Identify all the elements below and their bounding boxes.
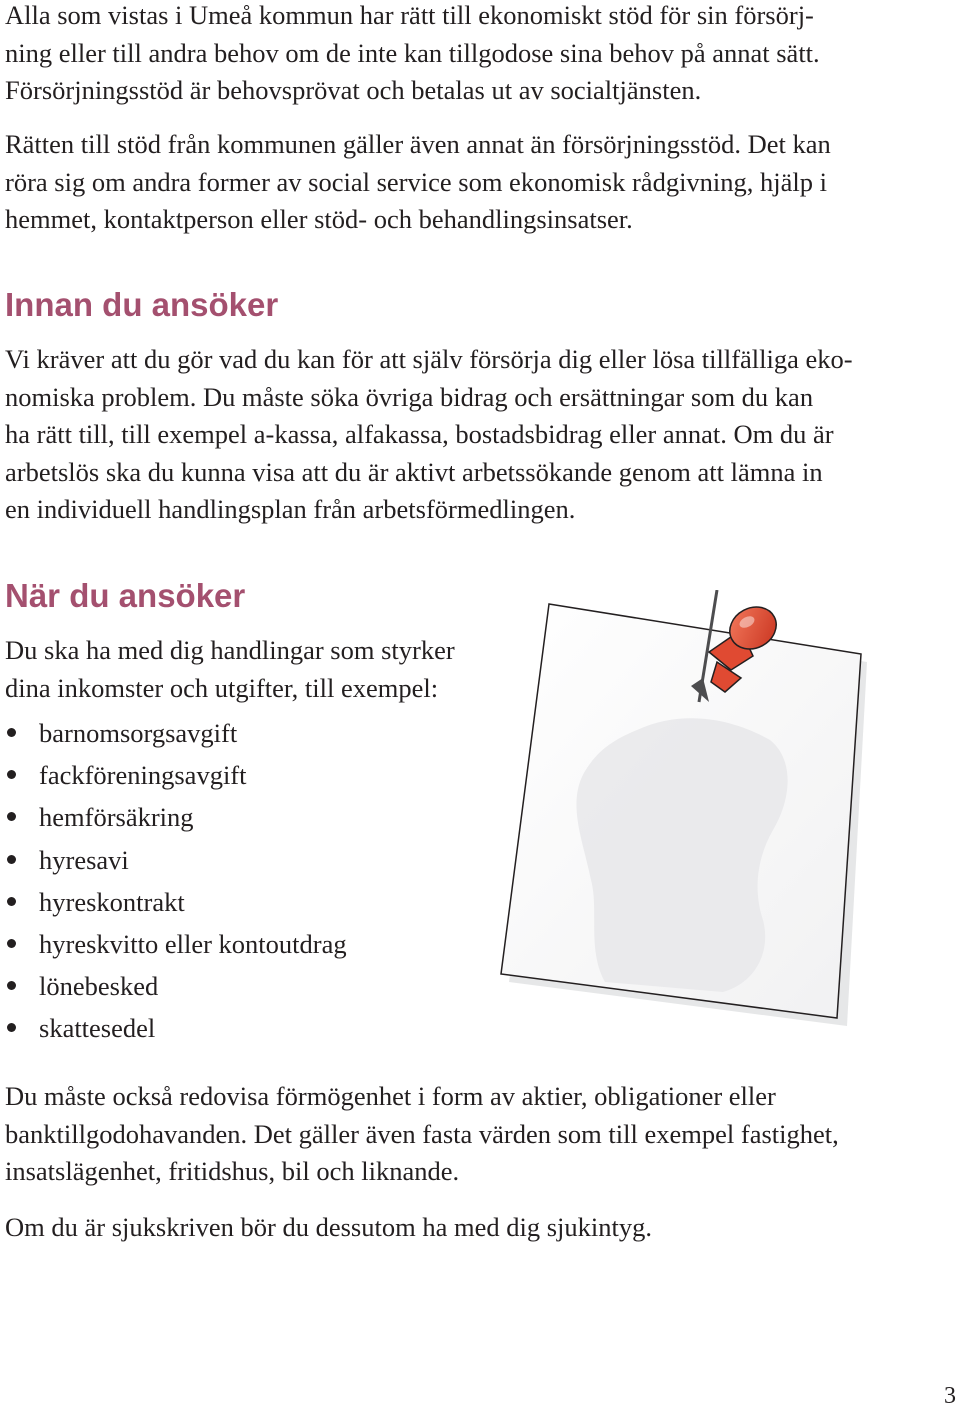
list-item — [5, 923, 347, 965]
list-item — [5, 839, 347, 881]
list-item-label: fackföreningsavgift — [39, 760, 247, 791]
page-number: 3 — [944, 1383, 956, 1409]
assets-line: banktillgodohavanden. Det gäller även fasta värden som till exempel fastighet, — [5, 1118, 839, 1149]
list-item — [5, 1007, 347, 1049]
bullet-icon — [7, 728, 16, 737]
bullet-icon — [7, 770, 16, 779]
when-applying-heading: När du ansöker — [5, 577, 246, 614]
list-item-label: hyreskontrakt — [39, 886, 185, 917]
list-item-label: barnomsorgsavgift — [39, 718, 238, 748]
rights-line: hemmet, kontaktperson eller stöd- och behandlingsinsatser. — [5, 204, 633, 234]
when-applying-paragraph — [5, 632, 455, 707]
list-item-label: lönebesked — [39, 971, 159, 1002]
bullet-icon — [7, 855, 16, 864]
bullet-icon — [7, 1023, 16, 1032]
list-item-label: hyresavi — [39, 844, 129, 875]
bullet-icon — [7, 897, 16, 906]
before-applying-line: arbetslös ska du kunna visa att du är aktivt arbetssökande genom att lämna in — [5, 456, 823, 487]
list-item-label: hemförsäkring — [39, 802, 194, 833]
before-applying-line: Vi kräver att du gör vad du kan för att själv försörja dig eller lösa tillfälliga eko- — [5, 344, 853, 374]
intro-line: Försörjningsstöd är behovsprövat och betalas ut av socialtjänsten. — [5, 75, 702, 105]
sick-leave-paragraph — [5, 1209, 652, 1247]
intro-line: ning eller till andra behov om de inte kan tillgodose sina behov på annat sätt. — [5, 37, 820, 68]
list-item-label: hyreskvitto eller kontoutdrag — [39, 928, 347, 959]
assets-paragraph — [5, 1078, 839, 1191]
assets-line: Du måste också redovisa förmögenhet i form av aktier, obligationer eller — [5, 1081, 776, 1111]
list-item — [5, 965, 347, 1007]
bullet-icon — [7, 939, 16, 948]
pinned-note-icon — [495, 590, 875, 1030]
list-item-label: skattesedel — [39, 1013, 156, 1044]
before-applying-heading: Innan du ansöker — [5, 286, 279, 323]
before-applying-paragraph — [5, 341, 853, 529]
bullet-icon — [7, 812, 16, 821]
list-item — [5, 796, 347, 838]
list-item — [5, 881, 347, 923]
before-applying-line: nomiska problem. Du måste söka övriga bidrag och ersättningar som du kan — [5, 381, 814, 412]
before-applying-line: ha rätt till, till exempel a-kassa, alfakassa, bostadsbidrag eller annat. Om du är — [5, 419, 834, 449]
intro-line: Alla som vistas i Umeå kommun har rätt till ekonomiskt stöd för sin försörj- — [5, 0, 814, 30]
document-list — [5, 712, 347, 1050]
when-applying-line: Du ska ha med dig handlingar som styrker — [5, 635, 455, 665]
list-item — [5, 754, 347, 796]
rights-line: röra sig om andra former av social service som ekonomisk rådgivning, hjälp i — [5, 166, 828, 197]
assets-line: insatslägenhet, fritidshus, bil och liknande. — [5, 1156, 460, 1186]
bullet-icon — [7, 981, 16, 990]
when-applying-line: dina inkomster och utgifter, till exempel: — [5, 672, 439, 703]
rights-paragraph — [5, 126, 831, 239]
before-applying-line: en individuell handlingsplan från arbetsförmedlingen. — [5, 494, 576, 524]
rights-line: Rätten till stöd från kommunen gäller även annat än försörjningsstöd. Det kan — [5, 129, 831, 159]
sick-leave-line: Om du är sjukskriven bör du dessutom ha med dig sjukintyg. — [5, 1212, 652, 1242]
list-item — [5, 712, 347, 754]
intro-paragraph — [5, 0, 820, 110]
